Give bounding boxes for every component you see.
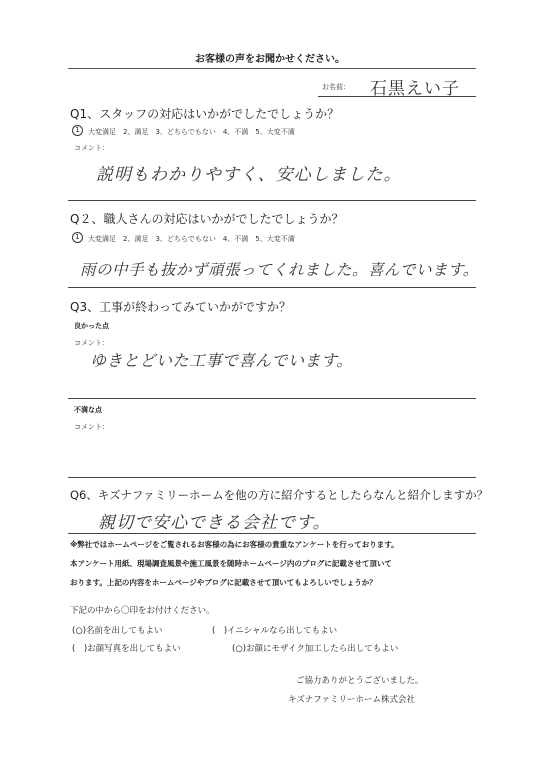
name-label: お名前： [322,83,350,91]
choice-face-photo[interactable]: ( )お顔写真を出してもよい [72,644,181,654]
q2-options: 大変満足 2、満足 3、どちらでもない 4、不満 5、大変不満 [88,235,295,243]
q1-question: Q1、スタッフの対応はいかがでしたでしょうか？ [70,107,340,121]
q2-comment-handwritten: 雨の中手も抜かず頑張ってくれました。喜んでいます。 [80,261,479,279]
q3-bad-label: 不満な点 [74,406,102,414]
q3-good-comment-label: コメント： [74,339,109,347]
q2-divider [68,287,476,288]
name-handwritten: 石黒えい子 [370,79,460,99]
q1-options: 大変満足 2、満足 3、どちらでもない 4、不満 5、大変不満 [88,128,295,136]
q3-bad-comment-label: コメント： [74,423,109,431]
q1-divider [68,200,476,201]
q3-bad-divider [68,477,476,478]
q3-divider [68,398,476,399]
q2-question: Q２、職人さんの対応はいかがでしたでしょうか？ [70,212,344,226]
q6-divider [68,533,476,534]
notice-line-3: おります。上記の内容をホームページやブログに記載させて頂いてもよろしいでしょうか？ [70,578,377,587]
q3-question: Q3、工事が終わってみていかがですか？ [70,300,291,314]
q2-selected-circle: 1 [72,232,83,243]
q6-question: Q6、キズナファミリーホームを他の方に紹介するとしたらなんと紹介しますか？ [70,488,489,502]
q1-comment-handwritten: 説明もわかりやすく、安心しました。 [96,165,402,185]
name-underline [318,96,476,97]
notice-line-1: ※弊社ではホームページをご覧されるお客様の為にお客様の貴重なアンケートを行っております。 [70,540,399,549]
closing-thanks: ご協力ありがとうございました。 [296,676,424,686]
title-divider [68,68,476,69]
choice-initials[interactable]: ( )イニシャルなら出してもよい [212,626,338,636]
q3-good-comment-handwritten: ゆきとどいた工事で喜んでいます。 [90,351,353,370]
q3-good-label: 良かった点 [74,322,109,330]
choice-name[interactable]: (○)名前を出してもよい [72,626,163,636]
q6-answer-handwritten: 親切で安心できる会社です。 [98,513,331,533]
notice-line-2: 本アンケート用紙、現場調査風景や施工風景を随時ホームページ内のブログに記載させて頂いて [70,559,392,568]
q1-comment-label: コメント： [74,144,109,152]
choice-face-mosaic[interactable]: (○)お顔にモザイク加工したら出してもよい [232,644,399,654]
choices-intro: 下記の中から〇印をお付けください。 [70,606,215,616]
q1-selected-circle: 1 [72,125,83,136]
closing-company: キズナファミリーホーム株式会社 [288,695,415,705]
form-title: お客様の声をお聞かせください。 [195,54,345,65]
